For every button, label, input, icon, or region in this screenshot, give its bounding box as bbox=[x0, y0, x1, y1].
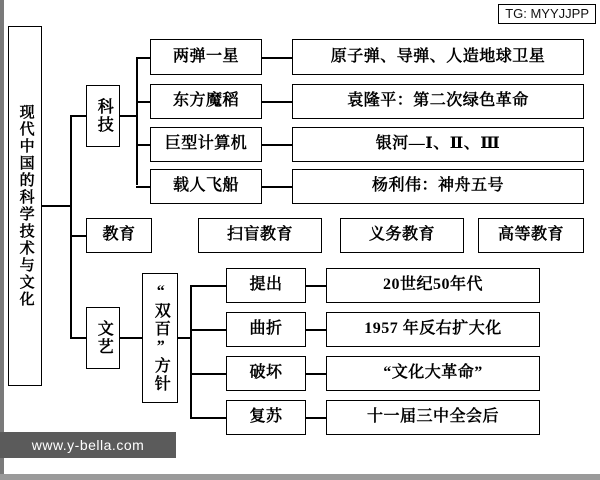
branch-3-group-line bbox=[120, 337, 142, 339]
branch-3-item-0: 提出 bbox=[226, 268, 306, 303]
branch-3-node: 文艺 bbox=[86, 307, 120, 369]
branch-2-node: 教育 bbox=[86, 218, 152, 253]
branch-3-item-1-line bbox=[190, 329, 226, 331]
bottom-edge-bar bbox=[0, 474, 600, 480]
branch-1-item-1-detail-line bbox=[262, 101, 292, 103]
branch-2-item-1: 义务教育 bbox=[340, 218, 464, 253]
root-spine-line bbox=[70, 115, 72, 337]
branch-1-line bbox=[70, 115, 86, 117]
branch-1-detail-2: 银河—Ⅰ、Ⅱ、Ⅲ bbox=[292, 127, 584, 162]
branch-3-item-1: 曲折 bbox=[226, 312, 306, 347]
branch-3-detail-2: “文化大革命” bbox=[326, 356, 540, 391]
branch-3-spine bbox=[190, 285, 192, 417]
branch-3-item-0-detail-line bbox=[306, 285, 326, 287]
branch-2-item-2: 高等教育 bbox=[478, 218, 584, 253]
branch-1-detail-0: 原子弹、导弹、人造地球卫星 bbox=[292, 39, 584, 75]
branch-3-item-2: 破坏 bbox=[226, 356, 306, 391]
branch-1-item-1: 东方魔稻 bbox=[150, 84, 262, 119]
branch-1-detail-3: 杨利伟：神舟五号 bbox=[292, 169, 584, 204]
branch-1-spine bbox=[136, 57, 138, 185]
branch-3-item-2-line bbox=[190, 373, 226, 375]
branch-1-item-0: 两弹一星 bbox=[150, 39, 262, 75]
branch-1-item-2: 巨型计算机 bbox=[150, 127, 262, 162]
branch-1-detail-1: 袁隆平：第二次绿色革命 bbox=[292, 84, 584, 119]
branch-3-item-3: 复苏 bbox=[226, 400, 306, 435]
branch-3-line bbox=[70, 337, 86, 339]
branch-3-group-node: “双百”方针 bbox=[142, 273, 178, 403]
branch-3-item-3-line bbox=[190, 417, 226, 419]
branch-1-item-0-detail-line bbox=[262, 57, 292, 59]
branch-3-detail-3: 十一届三中全会后 bbox=[326, 400, 540, 435]
branch-1-item-1-line bbox=[136, 101, 150, 103]
branch-1-item-3: 载人飞船 bbox=[150, 169, 262, 204]
root-node: 现代中国的科学技术与文化 bbox=[8, 26, 42, 386]
left-edge-bar bbox=[0, 0, 4, 480]
branch-3-detail-1: 1957 年反右扩大化 bbox=[326, 312, 540, 347]
branch-1-item-3-line bbox=[136, 186, 150, 188]
branch-1-item-3-detail-line bbox=[262, 186, 292, 188]
branch-3-item-1-detail-line bbox=[306, 329, 326, 331]
root-trunk-line bbox=[42, 205, 70, 207]
branch-3-detail-0: 20世纪50年代 bbox=[326, 268, 540, 303]
branch-1-item-2-line bbox=[136, 144, 150, 146]
tg-badge: TG: MYYJJPP bbox=[498, 4, 596, 24]
branch-3-item-3-detail-line bbox=[306, 417, 326, 419]
branch-3-out-line bbox=[178, 337, 190, 339]
site-watermark: www.y-bella.com bbox=[0, 432, 176, 458]
branch-2-item-0: 扫盲教育 bbox=[198, 218, 322, 253]
branch-1-node: 科技 bbox=[86, 85, 120, 147]
branch-3-item-0-line bbox=[190, 285, 226, 287]
branch-1-item-2-detail-line bbox=[262, 144, 292, 146]
branch-1-out-line bbox=[120, 115, 136, 117]
branch-3-item-2-detail-line bbox=[306, 373, 326, 375]
branch-1-item-0-line bbox=[136, 57, 150, 59]
branch-2-line bbox=[70, 235, 86, 237]
